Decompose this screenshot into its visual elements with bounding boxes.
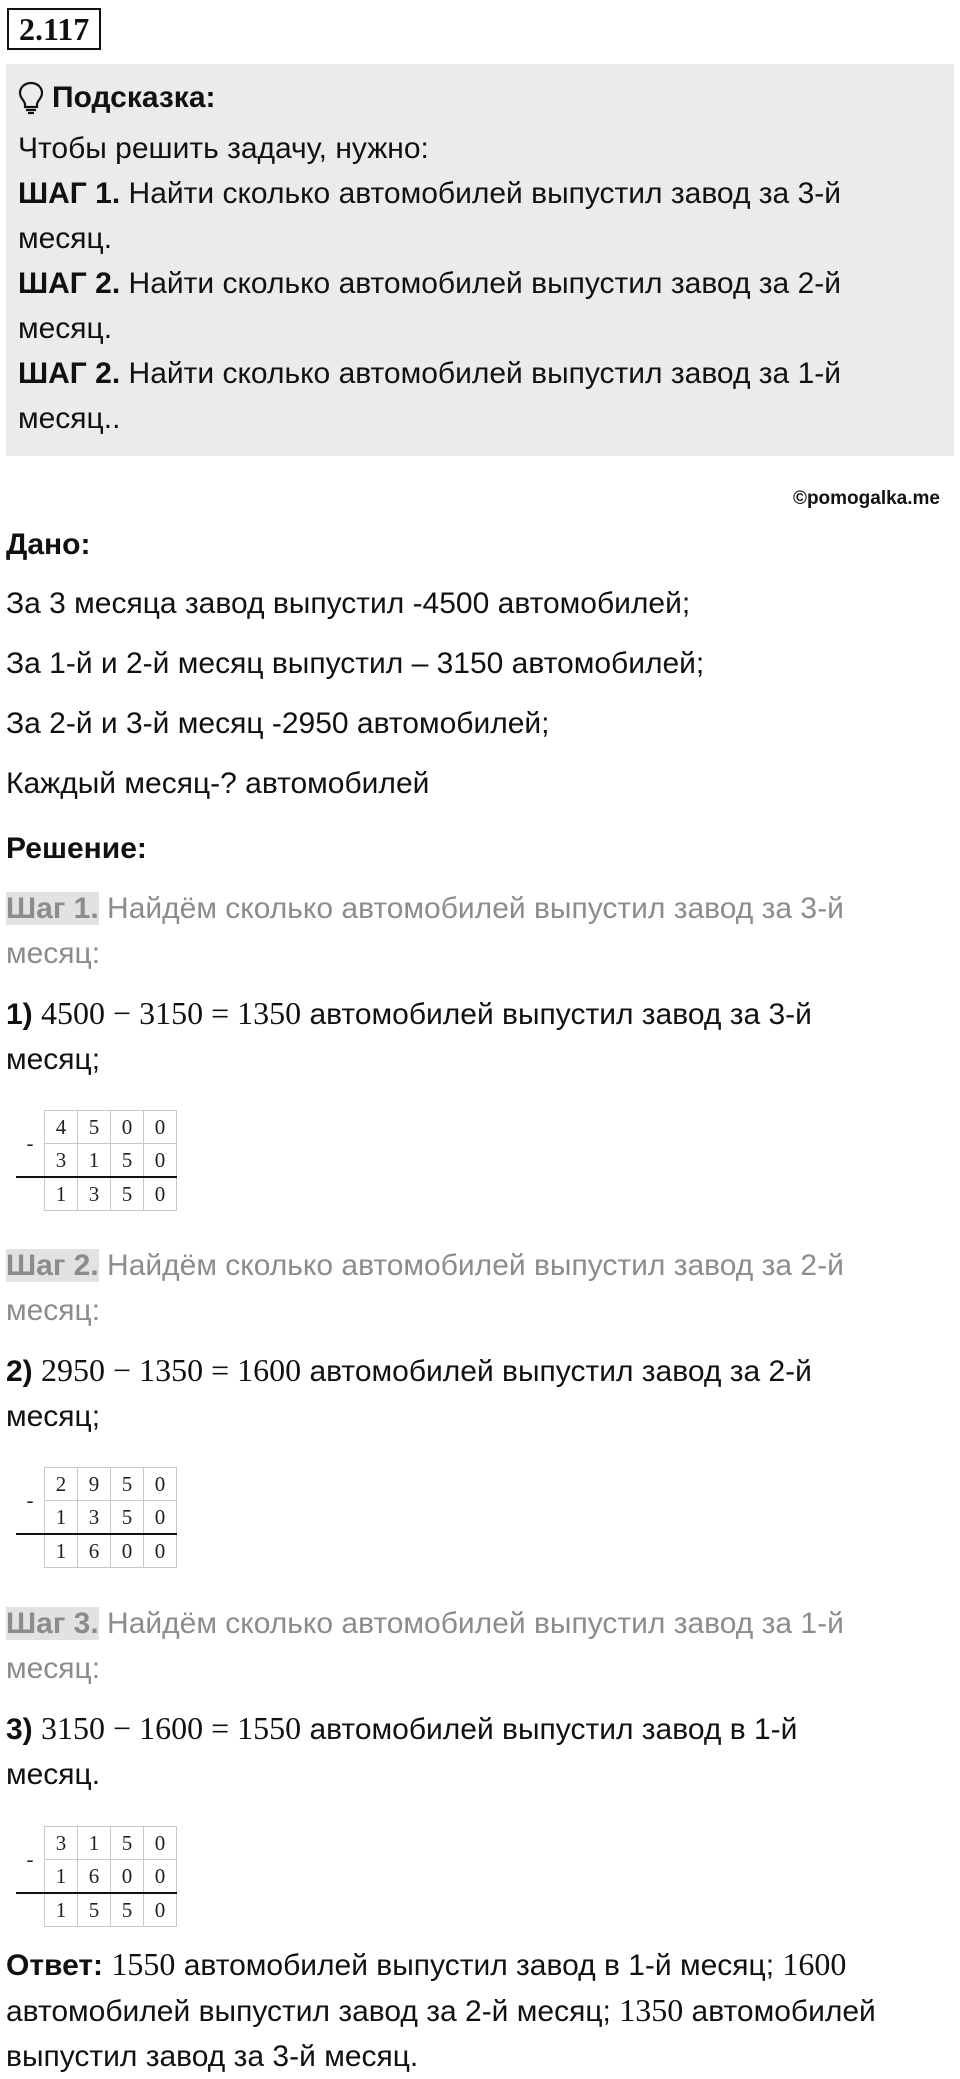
answer-label: Ответ: bbox=[6, 1949, 104, 1982]
hint-step-1 bbox=[18, 171, 942, 216]
hint-step-3-cont: месяц.. bbox=[18, 402, 121, 435]
answer-value: 1350 bbox=[619, 1992, 684, 2028]
step-desc: Найдём сколько автомобилей выпустил завод за 1-й bbox=[98, 1607, 844, 1640]
digit: 1 bbox=[45, 1177, 78, 1211]
digit: 3 bbox=[45, 1144, 78, 1178]
lightbulb-icon bbox=[18, 81, 44, 115]
hint-step-text: Найти сколько автомобилей выпустил завод за 2-й bbox=[120, 267, 842, 300]
hint-step-1-cont: месяц. bbox=[18, 222, 113, 255]
step-2-calc-cont: месяц; bbox=[6, 1400, 101, 1433]
answer-value: 1550 bbox=[111, 1946, 176, 1982]
hint-step-text: Найти сколько автомобилей выпустил завод за 3-й bbox=[120, 177, 842, 210]
digit: 0 bbox=[144, 1177, 177, 1211]
calc-expression: 2950 − 1350 = 1600 bbox=[41, 1352, 302, 1388]
step-3-calc bbox=[6, 1706, 797, 1752]
column-subtraction-3 bbox=[16, 1826, 177, 1927]
column-subtraction-1 bbox=[16, 1110, 177, 1211]
solution-heading: Решение: bbox=[6, 832, 147, 865]
digit: 0 bbox=[111, 1860, 144, 1894]
digit: 2 bbox=[45, 1468, 78, 1501]
answer-line-2 bbox=[6, 1988, 876, 2034]
calc-number: 3) bbox=[6, 1713, 33, 1746]
digit: 0 bbox=[144, 1827, 177, 1860]
digit: 0 bbox=[144, 1144, 177, 1178]
answer-text: автомобилей выпустил завод за 2-й месяц; bbox=[6, 1995, 620, 2028]
minus-sign: - bbox=[16, 1468, 45, 1535]
calc-expression: 3150 − 1600 = 1550 bbox=[41, 1710, 302, 1746]
digit: 5 bbox=[78, 1111, 111, 1144]
answer-text: автомобилей выпустил завод в 1-й месяц; bbox=[175, 1949, 783, 1982]
step-1-calc bbox=[6, 991, 812, 1037]
copyright-link[interactable]: ©pomogalka.me bbox=[792, 488, 940, 509]
digit: 5 bbox=[78, 1893, 111, 1927]
digit: 0 bbox=[111, 1534, 144, 1568]
digit: 0 bbox=[111, 1111, 144, 1144]
step-1-desc-cont: месяц: bbox=[6, 937, 101, 970]
step-2-desc-cont: месяц: bbox=[6, 1294, 101, 1327]
digit: 1 bbox=[45, 1534, 78, 1568]
step-label: Шаг 3. bbox=[6, 1607, 99, 1640]
digit: 1 bbox=[45, 1893, 78, 1927]
digit: 0 bbox=[144, 1534, 177, 1568]
hint-step-2-cont: месяц. bbox=[18, 312, 113, 345]
digit: 6 bbox=[78, 1860, 111, 1894]
hint-box bbox=[6, 64, 954, 456]
calc-number: 2) bbox=[6, 1355, 33, 1388]
digit: 3 bbox=[45, 1827, 78, 1860]
digit: 3 bbox=[78, 1177, 111, 1211]
digit: 9 bbox=[78, 1468, 111, 1501]
digit: 6 bbox=[78, 1534, 111, 1568]
digit: 4 bbox=[45, 1111, 78, 1144]
given-line-2: За 1-й и 2-й месяц выпустил – 3150 автомобилей; bbox=[6, 647, 705, 680]
step-2-calc bbox=[6, 1348, 812, 1394]
step-2-desc bbox=[6, 1243, 844, 1288]
step-label: Шаг 1. bbox=[6, 892, 99, 925]
hint-step-2 bbox=[18, 261, 942, 306]
answer-value: 1600 bbox=[782, 1946, 847, 1982]
calc-result: автомобилей выпустил завод за 3-й bbox=[301, 998, 812, 1031]
digit: 0 bbox=[144, 1111, 177, 1144]
minus-sign: - bbox=[16, 1827, 45, 1894]
digit: 5 bbox=[111, 1501, 144, 1535]
step-desc: Найдём сколько автомобилей выпустил завод за 3-й bbox=[98, 892, 844, 925]
step-3-desc-cont: месяц: bbox=[6, 1652, 101, 1685]
digit: 0 bbox=[144, 1501, 177, 1535]
digit: 1 bbox=[45, 1501, 78, 1535]
given-line-4: Каждый месяц-? автомобилей bbox=[6, 767, 430, 800]
task-number: 2.117 bbox=[7, 8, 101, 50]
given-heading: Дано: bbox=[6, 528, 91, 561]
calc-result: автомобилей выпустил завод за 2-й bbox=[301, 1355, 812, 1388]
minus-sign: - bbox=[16, 1111, 45, 1178]
step-3-desc bbox=[6, 1601, 844, 1646]
hint-title: Подсказка: bbox=[52, 81, 216, 114]
digit: 0 bbox=[144, 1468, 177, 1501]
hint-intro: Чтобы решить задачу, нужно: bbox=[18, 132, 429, 165]
step-desc: Найдём сколько автомобилей выпустил завод за 2-й bbox=[98, 1249, 844, 1282]
calc-number: 1) bbox=[6, 998, 33, 1031]
digit: 5 bbox=[111, 1893, 144, 1927]
hint-step-label: ШАГ 2. bbox=[18, 267, 121, 300]
step-1-desc bbox=[6, 886, 844, 931]
digit: 3 bbox=[78, 1501, 111, 1535]
hint-header bbox=[18, 70, 942, 126]
calc-expression: 4500 − 3150 = 1350 bbox=[41, 995, 302, 1031]
digit: 0 bbox=[144, 1860, 177, 1894]
given-line-1: За 3 месяца завод выпустил -4500 автомобилей; bbox=[6, 587, 691, 620]
digit: 1 bbox=[45, 1860, 78, 1894]
answer-line-3: выпустил завод за 3-й месяц. bbox=[6, 2040, 419, 2073]
hint-step-label: ШАГ 1. bbox=[18, 177, 121, 210]
digit: 5 bbox=[111, 1468, 144, 1501]
hint-step-label: ШАГ 2. bbox=[18, 357, 121, 390]
column-subtraction-2 bbox=[16, 1467, 177, 1568]
calc-result: автомобилей выпустил завод в 1-й bbox=[301, 1713, 798, 1746]
step-label: Шаг 2. bbox=[6, 1249, 99, 1282]
digit: 1 bbox=[78, 1827, 111, 1860]
step-3-calc-cont: месяц. bbox=[6, 1758, 101, 1791]
digit: 0 bbox=[144, 1893, 177, 1927]
hint-step-text: Найти сколько автомобилей выпустил завод за 1-й bbox=[120, 357, 842, 390]
answer-text: автомобилей bbox=[683, 1995, 876, 2028]
step-1-calc-cont: месяц; bbox=[6, 1043, 101, 1076]
hint-step-3 bbox=[18, 351, 942, 396]
digit: 5 bbox=[111, 1144, 144, 1178]
digit: 1 bbox=[78, 1144, 111, 1178]
answer-line-1 bbox=[6, 1942, 846, 1988]
digit: 5 bbox=[111, 1827, 144, 1860]
digit: 5 bbox=[111, 1177, 144, 1211]
given-line-3: За 2-й и 3-й месяц -2950 автомобилей; bbox=[6, 707, 550, 740]
